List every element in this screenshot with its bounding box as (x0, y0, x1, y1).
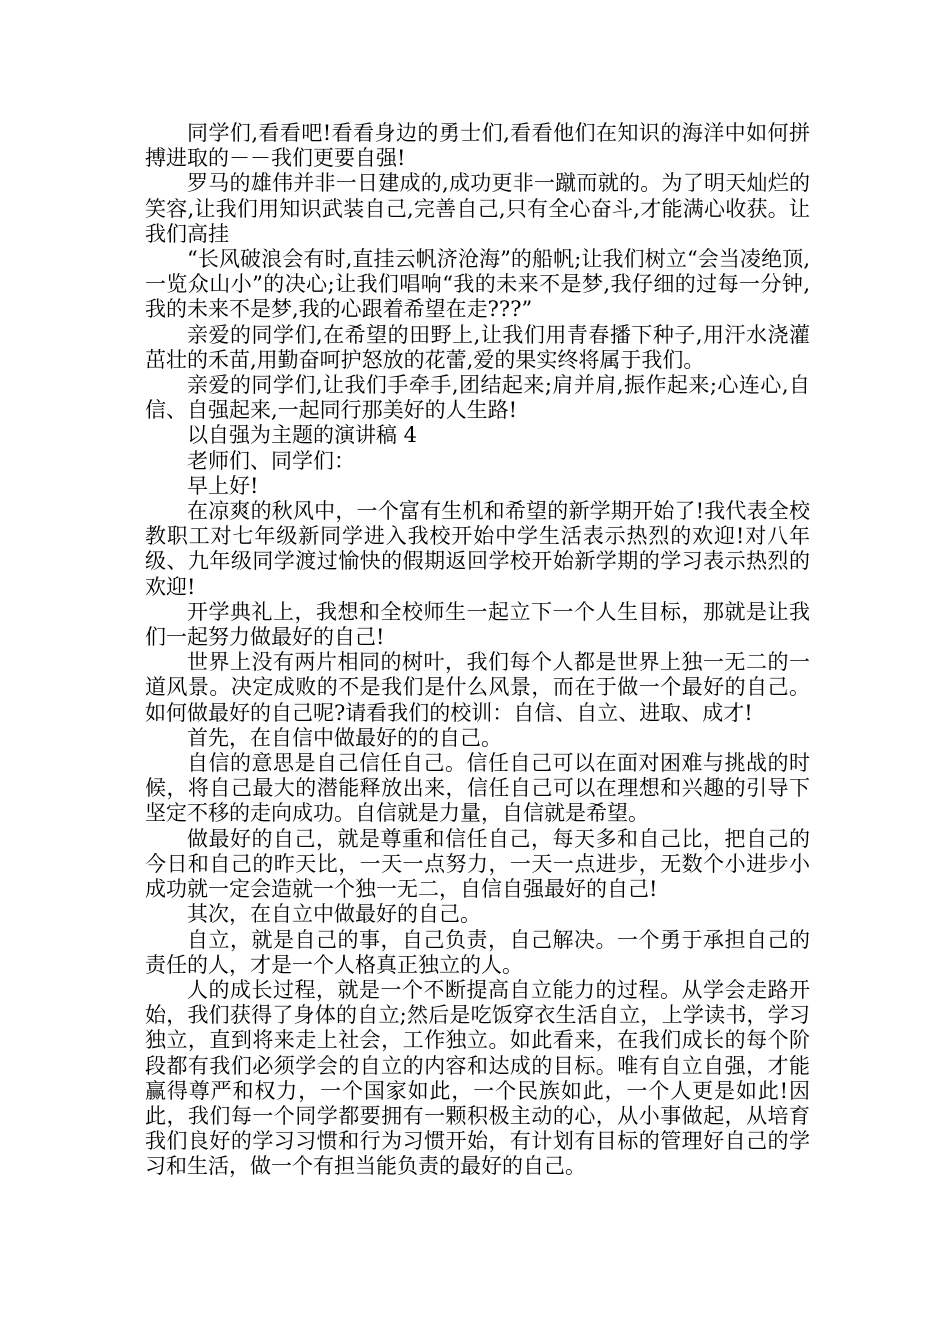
paragraph-14: 做最好的自己，就是尊重和信任自己，每天多和自己比，把自己的今日和自己的昨天比，一天一点努力，一天一点进步，无数个小进步小成功就一定会造就一个独一无二，自信自强最好的自己! (145, 826, 810, 902)
paragraph-17: 人的成长过程，就是一个不断提高自立能力的过程。从学会走路开始，我们获得了身体的自立;然后是吃饭穿衣生活自立，上学读书，学习独立，直到将来走上社会，工作独立。如此看来，在我们成长的每个阶段都有我们必须学会的自立的内容和达成的目标。唯有自立自强，才能赢得尊严和权力，一个国家如此，一个民族如此，一个人更是如此!因此，我们每一个同学都要拥有一颗积极主动的心，从小事做起，从培育我们良好的学习习惯和行为习惯开始，有计划有目标的管理好自己的学习和生活，做一个有担当能负责的最好的自己。 (145, 977, 810, 1179)
section-heading: 以自强为主题的演讲稿 4 (187, 423, 418, 448)
paragraph-16: 自立，就是自己的事，自己负责，自己解决。一个勇于承担自己的责任的人，才是一个人格真正独立的人。 (145, 927, 810, 977)
paragraph-15: 其次，在自立中做最好的自己。 (187, 902, 481, 927)
salutation: 老师们、同学们： (187, 448, 355, 473)
paragraph-4: 亲爱的同学们,在希望的田野上,让我们用青春播下种子,用汗水浇灌茁壮的禾苗,用勤奋呵护怒放的花蕾,爱的果实终将属于我们。 (145, 322, 810, 372)
paragraph-11: 世界上没有两片相同的树叶，我们每个人都是世界上独一无二的一道风景。决定成败的不是我们是什么风景，而在于做一个最好的自己。如何做最好的自己呢?请看我们的校训：自信、自立、进取、成才! (145, 650, 810, 725)
paragraph-12: 首先，在自信中做最好的的自己。 (187, 725, 502, 750)
paragraph-1: 同学们,看看吧!看看身边的勇士们,看看他们在知识的海洋中如何拼搏进取的－－我们更要自强! (145, 121, 810, 171)
paragraph-3: “长风破浪会有时,直挂云帆济沧海”的船帆;让我们树立“会当凌绝顶,一览众山小”的决心;让我们唱响“我的未来不是梦,我仔细的过每一分钟,我的未来不是梦,我的心跟着希望在走???” (145, 247, 810, 322)
greeting: 早上好! (187, 473, 259, 498)
paragraph-5: 亲爱的同学们,让我们手牵手,团结起来;肩并肩,振作起来;心连心,自信、自强起来,一起同行那美好的人生路! (145, 373, 810, 423)
paragraph-10: 开学典礼上，我想和全校师生一起立下一个人生目标，那就是让我们一起努力做最好的自己! (145, 599, 810, 650)
paragraph-13: 自信的意思是自己信任自己。信任自己可以在面对困难与挑战的时候，将自己最大的潜能释放出来，信任自己可以在理想和兴趣的引导下坚定不移的走向成功。自信就是力量，自信就是希望。 (145, 751, 810, 826)
paragraph-9: 在凉爽的秋风中，一个富有生机和希望的新学期开始了!我代表全校教职工对七年级新同学进入我校开始中学生活表示热烈的欢迎!对八年级、九年级同学渡过愉快的假期返回学校开始新学期的学习表示热烈的欢迎! (145, 499, 810, 599)
paragraph-2: 罗马的雄伟并非一日建成的,成功更非一蹴而就的。为了明天灿烂的笑容,让我们用知识武装自己,完善自己,只有全心奋斗,才能满心收获。让我们高挂 (145, 171, 810, 246)
document-body (145, 121, 810, 1180)
